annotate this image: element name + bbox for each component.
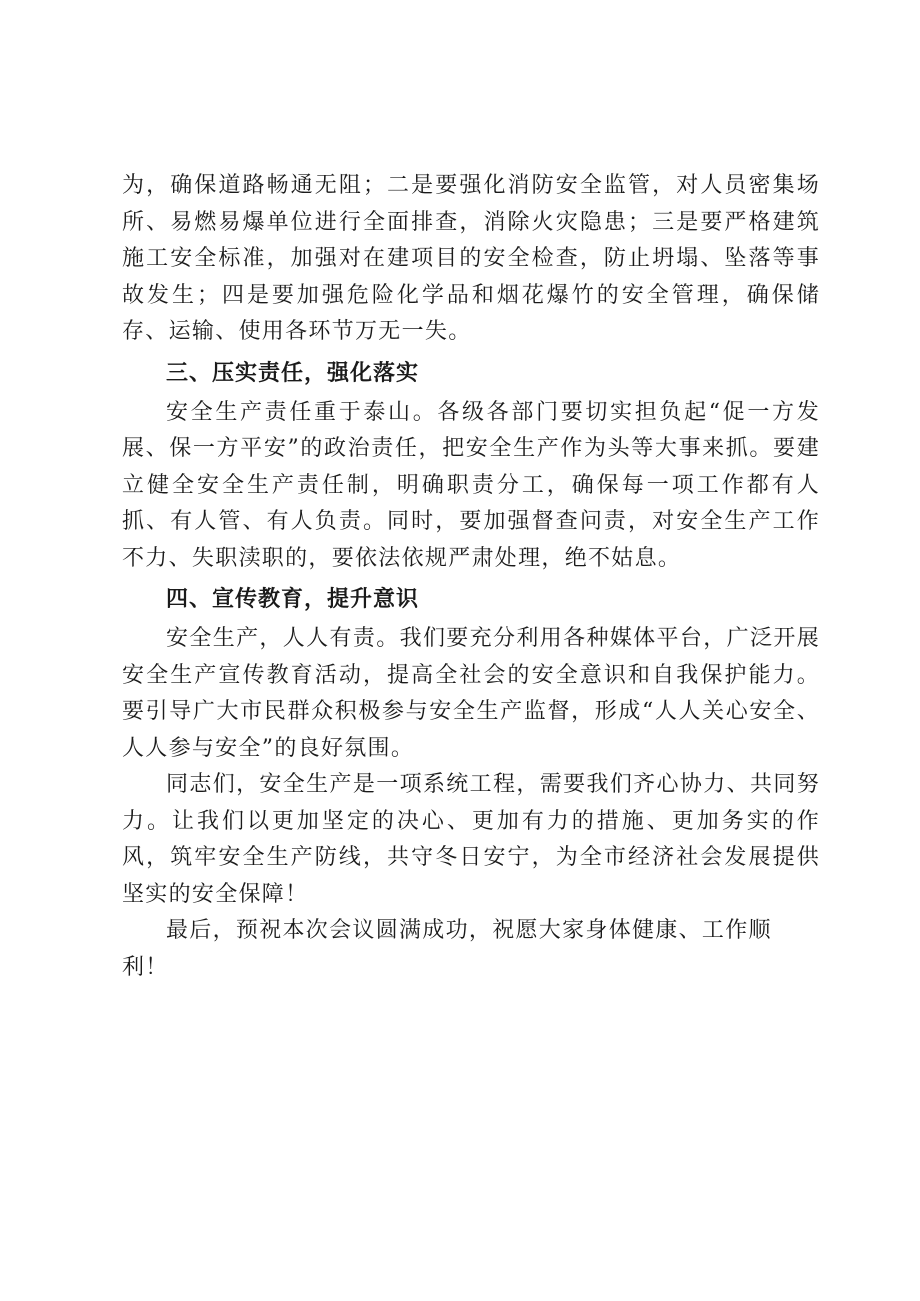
paragraph-continued: 为，确保道路畅通无阻；二是要强化消防安全监管，对人员密集场所、易燃易爆单位进行全面排查，消除火灾隐患；三是要严格建筑施工安全标准，加强对在建项目的安全检查，防止坍塌、坠落等事故发生；四是要加强危险化学品和烟花爆竹的安全管理，确保储存、运输、使用各环节万无一失。 — [122, 173, 820, 344]
paragraph-responsibility: 安全生产责任重于泰山。各级各部门要切实担负起“促一方发展、保一方平安”的政治责任，把安全生产作为头等大事来抓。要建立健全安全生产责任制，明确职责分工，确保每一项工作都有人抓、有人管、有人负责。同时，要加强督查问责，对安全生产工作不力、失职渎职的，要依法依规严肃处理，绝不姑息。 — [122, 399, 820, 571]
paragraph-education: 安全生产，人人有责。我们要充分利用各种媒体平台，广泛开展安全生产宣传教育活动，提高全社会的安全意识和自我保护能力。要引导广大市民群众积极参与安全生产监督，形成“人人关心安全、人人参与安全”的良好氛围。 — [122, 626, 820, 761]
paragraph-closing-wishes: 最后，预祝本次会议圆满成功，祝愿大家身体健康、工作顺利！ — [122, 918, 772, 980]
document-body — [122, 168, 820, 986]
section-heading-4: 四、宣传教育，提升意识 — [166, 587, 420, 612]
section-heading-3: 三、压实责任，强化落实 — [166, 360, 420, 386]
paragraph-conclusion: 同志们，安全生产是一项系统工程，需要我们齐心协力、共同努力。让我们以更加坚定的决心、更加有力的措施、更加务实的作风，筑牢安全生产防线，共守冬日安宁，为全市经济社会发展提供坚实的安全保障！ — [122, 772, 820, 907]
